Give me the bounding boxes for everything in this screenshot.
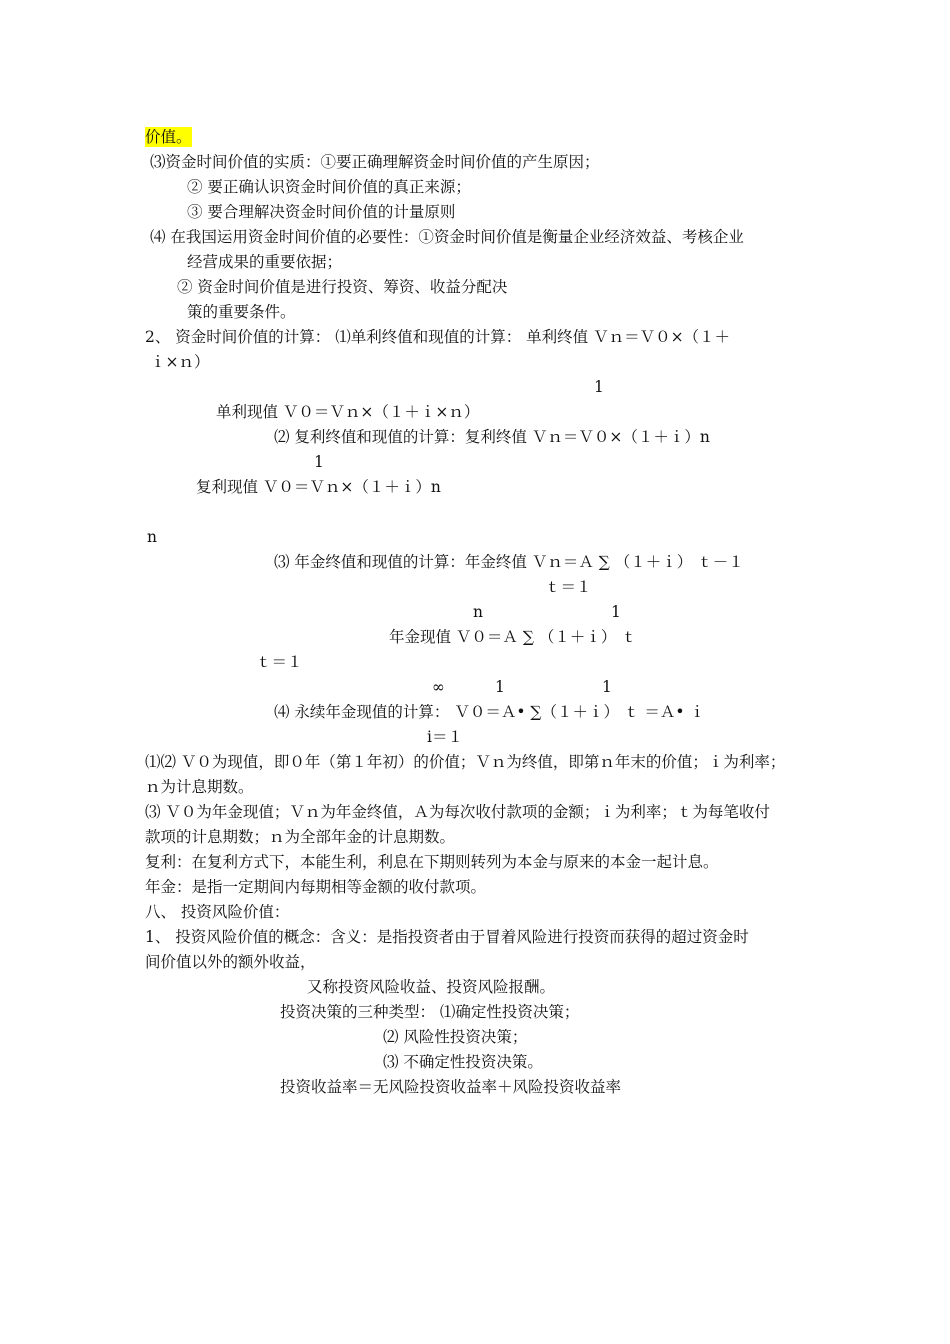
text-line: ⑵ 风险性投资决策； — [383, 1028, 528, 1046]
formula-subscript: ｔ＝１ — [256, 653, 303, 671]
text-line: ⑶ 不确定性投资决策。 — [383, 1053, 543, 1071]
formula-superscript: ∞ — [432, 678, 445, 696]
formula-superscript: n — [147, 528, 157, 546]
text-line: 投资收益率＝无风险投资收益率＋风险投资收益率 — [280, 1078, 622, 1096]
text-line: ⑶资金时间价值的实质：①要正确理解资金时间价值的产生原因； — [150, 153, 600, 171]
text-line: 策的重要条件。 — [187, 303, 296, 321]
formula-line: ⑶ 年金终值和现值的计算：年金终值 Ｖｎ＝Ａ ∑ （１＋ｉ） ｔ－１ — [274, 553, 744, 571]
formula-subscript: ｔ＝１ — [545, 578, 592, 596]
formula-line: 复利现值 Ｖ０＝Ｖｎ×（１＋ｉ）n — [196, 478, 441, 496]
formula-superscript: 1 — [602, 678, 612, 696]
formula-superscript: 1 — [611, 603, 621, 621]
text-line: 间价值以外的额外收益， — [145, 953, 316, 971]
text-line: ⑶ Ｖ０为年金现值；Ｖｎ为年金终值，Ａ为每次收付款项的金额；ｉ为利率；ｔ为每笔收付 — [145, 803, 770, 821]
text-line: 2、 资金时间价值的计算： ⑴单利终值和现值的计算： 单利终值 Ｖｎ＝Ｖ０×（１＋ — [145, 328, 731, 346]
text-line: ｉ×ｎ） — [150, 353, 210, 371]
text-line: ② 资金时间价值是进行投资、筹资、收益分配决 — [177, 278, 508, 296]
text-line: ⑴⑵ Ｖ０为现值，即０年（第１年初）的价值；Ｖｎ为终值，即第ｎ年末的价值；ｉ为利率； — [145, 753, 786, 771]
text-line: ｎ为计息期数。 — [145, 778, 254, 796]
formula-line: 年金现值 Ｖ０＝Ａ ∑ （１＋ｉ） ｔ — [389, 628, 637, 646]
formula-superscript: 1 — [495, 678, 505, 696]
formula-line: ⑵ 复利终值和现值的计算：复利终值 Ｖｎ＝Ｖ０×（１＋ｉ）n — [274, 428, 710, 446]
text-line: 又称投资风险收益、投资风险报酬。 — [307, 978, 556, 996]
formula-subscript: i＝１ — [427, 728, 463, 746]
formula-superscript: 1 — [314, 453, 324, 471]
formula-superscript: n — [473, 603, 483, 621]
text-line: 投资决策的三种类型： ⑴确定性投资决策； — [280, 1003, 580, 1021]
text-line: 经营成果的重要依据； — [187, 253, 343, 271]
text-line: ② 要正确认识资金时间价值的真正来源； — [187, 178, 471, 196]
formula-line: 单利现值 Ｖ０＝Ｖｎ×（１＋ｉ×ｎ） — [216, 403, 480, 421]
text-line: 复利：在复利方式下，本能生利，利息在下期则转列为本金与原来的本金一起计息。 — [145, 853, 719, 871]
text-line: 年金：是指一定期间内每期相等金额的收付款项。 — [145, 878, 487, 896]
section-heading: 八、 投资风险价值： — [145, 903, 290, 921]
text-line-highlighted: 价值。 — [145, 128, 192, 146]
text-line: ③ 要合理解决资金时间价值的计量原则 — [187, 203, 456, 221]
formula-line: ⑷ 永续年金现值的计算： Ｖ０＝Ａ• ∑（１＋ｉ） ｔ ＝Ａ• ｉ — [274, 703, 705, 721]
text-line: 款项的计息期数；ｎ为全部年金的计息期数。 — [145, 828, 456, 846]
formula-superscript: 1 — [594, 378, 604, 396]
text-line: 1、 投资风险价值的概念：含义：是指投资者由于冒着风险进行投资而获得的超过资金时 — [145, 928, 749, 946]
text-line: ⑷ 在我国运用资金时间价值的必要性：①资金时间价值是衡量企业经济效益、考核企业 — [150, 228, 744, 246]
